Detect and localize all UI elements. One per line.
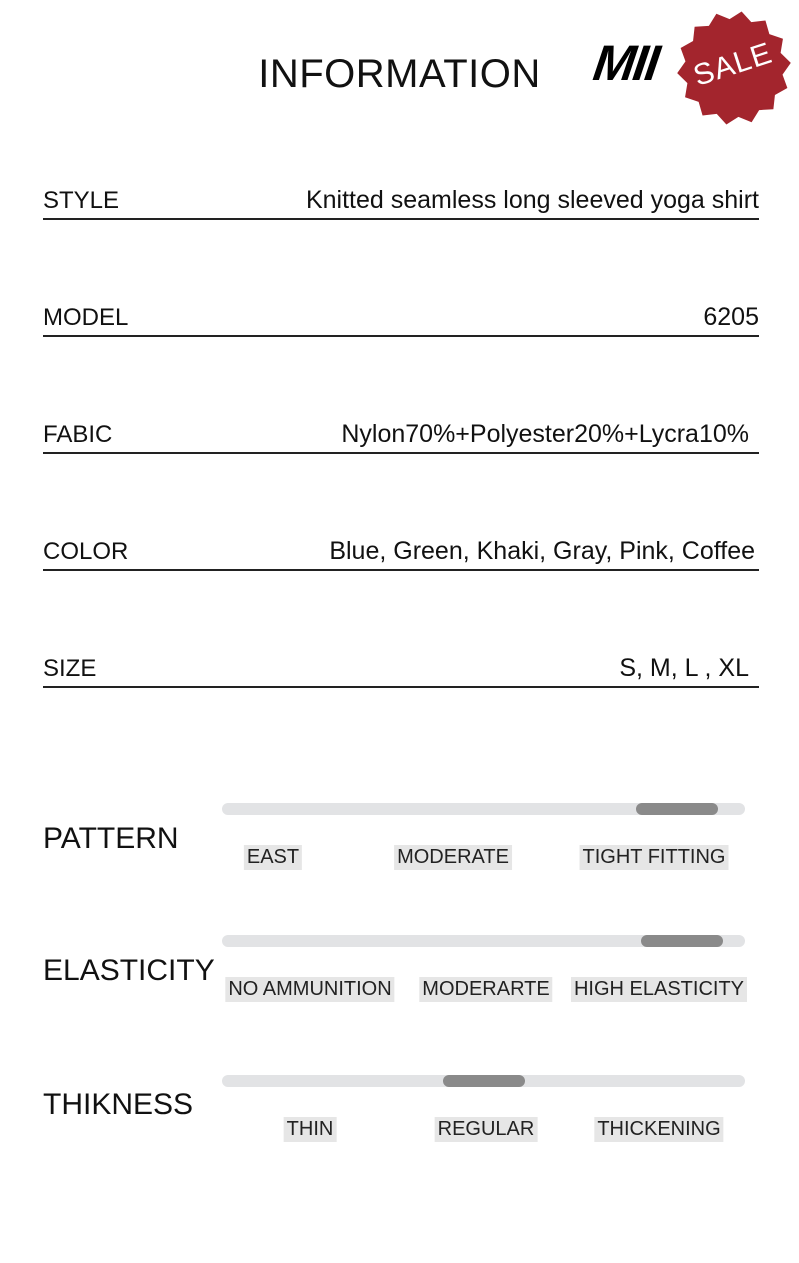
info-value: Knitted seamless long sleeved yoga shirt [305, 186, 759, 214]
info-row-model [43, 295, 759, 337]
info-value: Nylon70%+Polyester20%+Lycra10% [341, 420, 749, 448]
scale-option: MODERATE [394, 845, 512, 870]
info-row-style [43, 178, 759, 220]
scale-label-pattern: PATTERN [43, 822, 179, 855]
scale-option: THICKENING [594, 1117, 723, 1142]
info-row-fabric [43, 412, 759, 454]
info-row-size [43, 646, 759, 688]
scale-option: TIGHT FITTING [580, 845, 729, 870]
info-value: 6205 [703, 303, 759, 331]
sale-badge [661, 0, 799, 141]
info-label: FABIC [43, 421, 113, 448]
info-label: SIZE [43, 655, 97, 682]
info-row-color [43, 529, 759, 571]
scale-option: NO AMMUNITION [225, 977, 394, 1002]
scale-label-elasticity: ELASTICITY [43, 954, 215, 987]
sale-badge-text: SALE [689, 36, 777, 93]
scale-option: EAST [244, 845, 302, 870]
brand-logo: MII [590, 35, 662, 91]
scale-track-elasticity [222, 935, 745, 947]
scale-track-pattern [222, 803, 745, 815]
info-value: Blue, Green, Khaki, Gray, Pink, Coffee [329, 537, 755, 565]
info-label: STYLE [43, 187, 120, 214]
scale-thumb [641, 935, 723, 947]
scale-thumb [636, 803, 718, 815]
info-label: MODEL [43, 304, 129, 331]
scale-option: THIN [284, 1117, 337, 1142]
scale-thumb [443, 1075, 525, 1087]
scale-label-thickness: THIKNESS [43, 1088, 194, 1121]
scale-track-thickness [222, 1075, 745, 1087]
info-label: COLOR [43, 538, 129, 565]
info-value: S, M, L , XL [619, 654, 749, 682]
scale-option: HIGH ELASTICITY [571, 977, 747, 1002]
page-title: INFORMATION [258, 52, 541, 96]
scale-option: MODERARTE [419, 977, 552, 1002]
scale-option: REGULAR [435, 1117, 538, 1142]
